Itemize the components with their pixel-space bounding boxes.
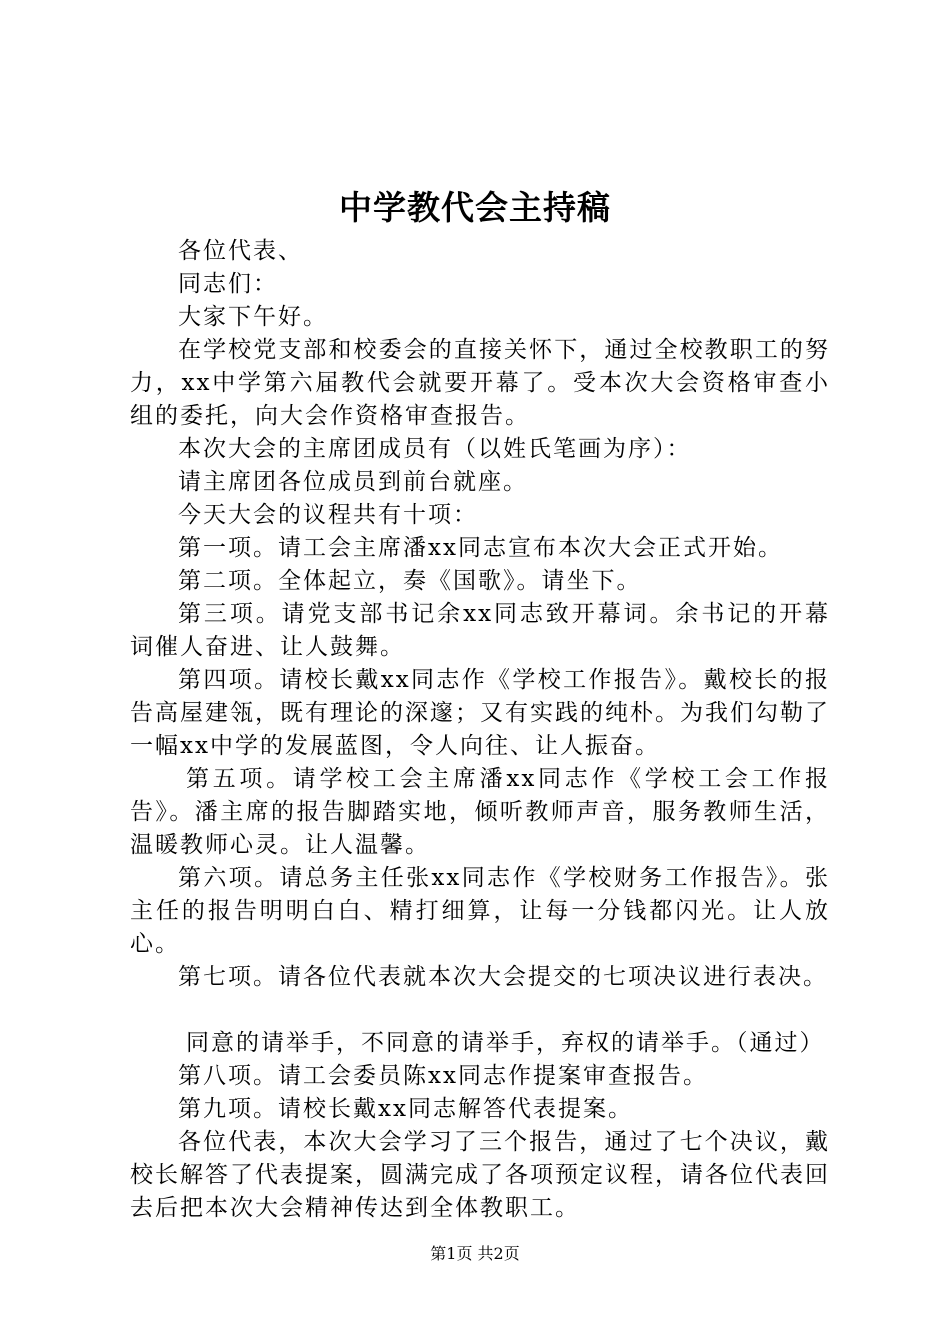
paragraph-item-6: 第六项。请总务主任张xx同志作《学校财务工作报告》。张主任的报告明明白白、精打细算，让每一分钱都闪光。让人放心。 xyxy=(130,865,830,957)
page-number-footer: 第1页 共2页 xyxy=(430,1244,520,1263)
document-body xyxy=(130,235,830,1225)
paragraph-item-8: 第八项。请工会委员陈xx同志作提案审查报告。 xyxy=(178,1063,708,1089)
paragraph-item-3: 第三项。请党支部书记余xx同志致开幕词。余书记的开幕词催人奋进、让人鼓舞。 xyxy=(130,601,830,660)
paragraph-greeting-1: 各位代表、 xyxy=(178,238,303,264)
paragraph-greeting-3: 大家下午好。 xyxy=(178,304,328,330)
paragraph-item-4: 第四项。请校长戴xx同志作《学校工作报告》。戴校长的报告高屋建瓴，既有理论的深邃；又有实践的纯朴。为我们勾勒了一幅xx中学的发展蓝图，令人向往、让人振奋。 xyxy=(130,667,830,759)
paragraph-intro: 在学校党支部和校委会的直接关怀下，通过全校教职工的努力，xx中学第六届教代会就要开幕了。受本次大会资格审查小组的委托，向大会作资格审查报告。 xyxy=(130,337,830,429)
paragraph-item-7: 第七项。请各位代表就本次大会提交的七项决议进行表决。 xyxy=(178,964,828,990)
paragraph-closing: 各位代表，本次大会学习了三个报告，通过了七个决议，戴校长解答了代表提案，圆满完成了各项预定议程，请各位代表回去后把本次大会精神传达到全体教职工。 xyxy=(130,1129,830,1221)
paragraph-item-5: 第五项。请学校工会主席潘xx同志作《学校工会工作报告》。潘主席的报告脚踏实地，倾听教师声音，服务教师生活，温暖教师心灵。让人温馨。 xyxy=(130,766,830,858)
paragraph-item-2: 第二项。全体起立，奏《国歌》。请坐下。 xyxy=(178,568,642,594)
paragraph-item-9: 第九项。请校长戴xx同志解答代表提案。 xyxy=(178,1096,633,1122)
paragraph-greeting-2: 同志们： xyxy=(178,271,278,297)
paragraph-item-1: 第一项。请工会主席潘xx同志宣布本次大会正式开始。 xyxy=(178,535,783,561)
paragraph-agenda-intro: 今天大会的议程共有十项： xyxy=(178,502,478,528)
paragraph-vote: 同意的请举手，不同意的请举手，弃权的请举手。（通过） xyxy=(186,1030,825,1056)
paragraph-spacer xyxy=(130,994,830,1027)
paragraph-seating: 请主席团各位成员到前台就座。 xyxy=(178,469,528,495)
paragraph-presidium: 本次大会的主席团成员有（以姓氏笔画为序）： xyxy=(178,436,692,462)
document-title: 中学教代会主持稿 xyxy=(339,188,611,227)
